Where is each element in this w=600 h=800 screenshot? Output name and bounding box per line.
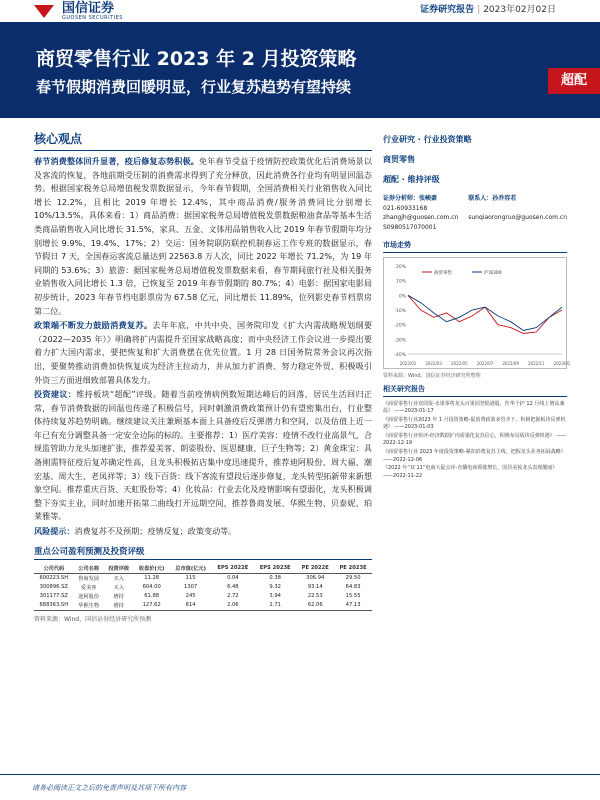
table-cell: 115 (185, 575, 196, 582)
table-row (34, 573, 372, 583)
table-cell: 245 (185, 593, 196, 600)
table-cell: 1307 (184, 584, 198, 591)
y-tick-label: -10% (394, 309, 406, 314)
paragraph: 春节消费整体回升显著，疫后修复态势积极。免年春节受益于疫情防控政策优化后消费场景以及客流的恢复，各地前期受压制的消费需求得到了充分释放，因此消费各行业均有明显回温态势。根据国家税务总局增值税发票数据显示，今年春节假期，全国消费相关行业销售收入同比增长 12.2%，且相比 2019 年增长 12.4%，其中商品消费/服务消费同比分别增长 10%/13.5%。具体来看：1）商品消费：据国家税务总局增值税发票数据粮油食品等基本生活类商品销售收入同比增长 31.5%，家具、五金、文体用品销售收入比 2019 年春节假期年均分别增长 9.9%、19.4%、17%；2）交运：国务院联防联控机制春运工作专班的数据显示，春节假日 7 天，全国春运客流总量达到 22563.8 万人次，同比 2022 年增长 71.2%，为 19 年同期的 53.6%；3）旅游：据国家税务总局增值税发票数据来看，春节期间旅行社及相关服务业销售收入同比增长 1.3 倍，已恢复至 2019 年春节假期的 80.7%；4）电影：据国家电影局初步统计，2023 年春节档电影票房为 67.58 亿元，同比增长 11.89%，位列影史春节档票房第二位。 (34, 156, 372, 316)
x-tick-label: 2022/09 (502, 361, 519, 366)
report-date: 2023年02月02日 (483, 5, 556, 15)
table-cell: 增持 (104, 601, 134, 611)
x-tick-label: 2022/07 (476, 361, 494, 366)
trend-title: 市场走势 (383, 240, 567, 253)
table-header-cell: EPS 2022E (212, 564, 254, 574)
table-cell: 6.48 (227, 584, 239, 591)
table-row (34, 592, 372, 601)
y-tick-label: 0% (398, 294, 406, 300)
legend-label: 商贸零售 (434, 270, 452, 276)
table-header-cell: 收盘价(元) (134, 564, 170, 574)
related-report-item[interactable]: 《商贸零售行业2023 年 1 月投资策略-促消费政策多管齐下，积极把握板块反弹机遇》 ——2023-01-03 (383, 417, 566, 431)
chart-source: 资料来源：Wind、国信证券经济研究所整理 (383, 373, 481, 379)
table-cell: 2.71 (254, 601, 296, 611)
table-header-row (34, 564, 372, 574)
report-type: 证券研究报告 (420, 5, 475, 15)
contact-email[interactable]: sunqiaorongruo@guosen.com.cn (468, 214, 567, 221)
y-tick-label: -30% (394, 338, 406, 344)
x-tick-label: 2022/11 (528, 361, 545, 366)
market-trend-chart (383, 257, 571, 369)
table-cell: 62.06 (296, 601, 334, 611)
analyst-email[interactable]: zhangjh@guosen.com.cn (383, 214, 459, 221)
x-tick-label: 2023/01 (553, 361, 571, 366)
footer-disclaimer: 请务必阅读正文之后的免责声明及其项下所有内容 (32, 784, 186, 792)
table-cell: 64.83 (345, 584, 361, 591)
x-tick-label: 2022/03 (425, 361, 442, 366)
table-cell: 买入 (113, 575, 124, 582)
analyst-cert: S0980517070001 (383, 223, 437, 231)
table-cell: 11.28 (144, 575, 160, 582)
table-row (34, 601, 372, 611)
report-meta: 证券研究报告 | 2023年02月02日 (420, 5, 556, 15)
table-title: 重点公司盈利预测及投资评级 (34, 545, 372, 560)
y-tick-label: -20% (394, 323, 406, 329)
industry-rating: 超配 · 维持评级 (383, 175, 440, 184)
table-cell: 604.00 (142, 584, 161, 591)
sidebar (383, 134, 571, 481)
table-header-cell: 公司名称 (74, 564, 104, 574)
analyst-label: 证券分析师：张峻豪 (383, 195, 438, 202)
table-cell: 0.38 (269, 575, 281, 582)
table-cell: 600223.SH (39, 575, 69, 582)
table-cell: 300896.SZ (39, 584, 68, 591)
table-header-cell: PE 2023E (334, 564, 372, 574)
table-header-cell: EPS 2023E (254, 564, 296, 574)
footer (0, 774, 600, 800)
table-cell: 688363.SH (34, 601, 74, 611)
table-cell: 22.53 (307, 593, 323, 600)
table-cell: 306.94 (306, 575, 325, 582)
logo-en: GUOSEN SECURITIES (62, 15, 123, 21)
related-report-item[interactable]: 《商贸零售行业快评-经济数据扩内需强化复苏信心，积极布局板块反弹机遇》 ——2022-12-19 (383, 433, 567, 447)
table-cell: 47.13 (334, 601, 372, 611)
legend-label: 沪深300 (484, 270, 502, 276)
report-category: 行业研究 · 行业投资策略 (383, 135, 472, 144)
related-title: 相关研究报告 (383, 384, 567, 397)
page-subtitle: 春节假期消费回暖明显，行业复苏趋势有望持续 (36, 78, 352, 96)
page-title: 商贸零售行业 2023 年 2 月投资策略 (36, 48, 357, 70)
series-line (408, 295, 562, 333)
header-logo (34, 2, 123, 21)
earnings-table (34, 564, 372, 611)
table-header-cell: 总市值(亿元) (170, 564, 212, 574)
table-cell: 0.04 (227, 575, 239, 582)
table-cell: 301177.SZ (39, 593, 68, 600)
industry-name: 商贸零售 (383, 155, 415, 164)
table-cell: 29.50 (345, 575, 361, 582)
analysts (383, 194, 567, 232)
table-cell: 2.06 (212, 601, 254, 611)
table-note: 资料来源：Wind、国信证券经济研究所预测 (34, 615, 152, 623)
table-header-cell: 投资评级 (104, 564, 134, 574)
related-list (383, 401, 567, 480)
logo-name: 国信证券 (62, 1, 115, 16)
table-cell: 2.72 (227, 593, 239, 600)
y-tick-label: -40% (394, 353, 406, 358)
paragraph: 投资建议：维持板块“超配”评级。随着当前疫情病例数短期达峰后的回落，居民生活回归正常，春节消费数据的回温也传递了积极信号，同时刺激消费政策预计仍有望密集出台，行业整体持续复苏趋势明确。继续建议关注兼顾基本面上具备疫后反弹潜力和空间，以及估值上近一年已有充分调整具备一定安全边际的标的。主要推荐：1）医疗美容：疫情不改行业高景气，合规监管助力龙头加速扩张，推荐爱美客、朗姿股份、医思健康、巨子生物等；2）黄金珠宝：具备刚需特征疫后复苏确定性高，且龙头积极拓店集中度迅速提升，推荐迪阿股份、周大福、潮宏基、周大生、老凤祥等；3）线下百货：线下客流有望段后逐步修复，龙头转型拓新带来新想象空间。推荐重庆百货、天虹股份等；4）化妆品：行业去化及疫情影响有望弱化，龙头积极调整下夯实主业，同时加速开拓第二曲线打开远期空间，推荐鲁商发展、华熙生物、贝泰妮、珀莱雅等。 (34, 389, 372, 522)
analyst-phone: 021-60933168 (383, 204, 428, 212)
table-cell: 3.94 (269, 593, 281, 600)
x-tick-label: 2022/01 (399, 361, 417, 366)
table-cell: 买入 (113, 584, 124, 591)
table-cell: 爱美客 (80, 584, 97, 591)
section-title: 核心观点 (34, 130, 372, 151)
related-report-item[interactable]: 《2022 年“双 11”电商大促点评-直播电商领涨增长，国货美妆龙头表现靓丽》 ——2022-11-22 (383, 465, 558, 479)
table-cell: 61.88 (144, 593, 160, 600)
y-tick-label: 10% (395, 279, 406, 285)
table-cell: 614 (170, 601, 212, 611)
table-cell: 93.14 (307, 584, 323, 591)
paragraph: 政策端不断发力鼓励消费复苏。去年年底，中共中央、国务院印发《扩大内需战略规划纲要（2022—2035 年）》明确将扩内需提升至国家战略高度；而中央经济工作会议进一步提出要着力扩大国内需求，要把恢复和扩大消费摆在优先位置。1 月 28 日国务院常务会议再次指出，要聚势推动消费加快恢复成为经济主拉动力，并从加力扩消费、努力稳定外贸、积极吸引外资三方面进细致部署具体发力。 (34, 320, 372, 385)
chart-svg (384, 258, 571, 370)
title-banner (0, 22, 600, 118)
x-tick-label: 2022/05 (451, 361, 468, 366)
table-header-cell: 公司代码 (34, 564, 74, 574)
table-cell: 127.62 (134, 601, 170, 611)
table-cell: 9.32 (269, 584, 281, 591)
table-row (34, 583, 372, 592)
table-cell: 鲁商发展 (78, 575, 100, 582)
brand-logo-icon (34, 5, 56, 19)
table-header-cell: PE 2022E (296, 564, 334, 574)
paragraph: 风险提示：消费复苏不及预期；疫情反复；政策变动等。 (34, 526, 237, 537)
table-cell: 华熙生物 (74, 601, 104, 611)
table-cell: 15.55 (345, 593, 361, 600)
main-column (34, 130, 372, 623)
related-report-item[interactable]: 《商贸零售行业 2023 年度投资策略-紧扣消费复苏主线，把握龙头业务拓展战略》 ——2022-12-06 (383, 449, 566, 463)
contact-label: 联系人：孙乔容若 (468, 195, 517, 202)
related-report-item[interactable]: 《商贸零售行业双周报-水果零售龙头百果园登陆港股，医华个护 12 月线上增高兼温》 ——2023-01-17 (383, 401, 565, 415)
table-cell: 迪阿股份 (78, 593, 100, 600)
series-line (408, 295, 562, 330)
rating-badge: 超配 (548, 68, 600, 94)
y-tick-label: 20% (395, 265, 406, 270)
table-cell: 增持 (113, 593, 124, 600)
